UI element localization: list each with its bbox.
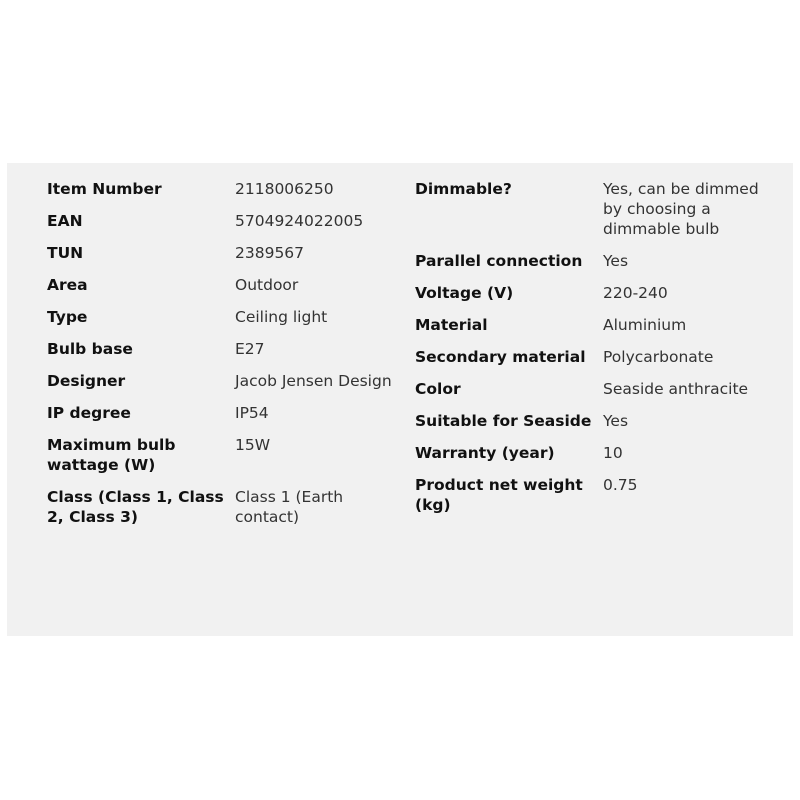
spec-row bbox=[415, 251, 785, 271]
spec-label: Secondary material bbox=[415, 348, 586, 366]
spec-row bbox=[47, 307, 407, 327]
spec-value: 2389567 bbox=[235, 244, 305, 262]
spec-value: Yes bbox=[603, 412, 629, 430]
spec-row bbox=[415, 411, 785, 431]
spec-label: Type bbox=[47, 308, 88, 326]
spec-label: Voltage (V) bbox=[415, 284, 514, 302]
spec-label: Class (Class 1, Class 2, Class 3) bbox=[47, 488, 224, 526]
spec-label: Dimmable? bbox=[415, 180, 512, 198]
spec-value: Ceiling light bbox=[235, 308, 328, 326]
spec-label: Color bbox=[415, 380, 461, 398]
spec-label: Bulb base bbox=[47, 340, 133, 358]
spec-row bbox=[47, 339, 407, 359]
spec-value: Yes bbox=[603, 252, 629, 270]
spec-value: Aluminium bbox=[603, 316, 687, 334]
spec-row bbox=[47, 275, 407, 295]
spec-column-left bbox=[47, 179, 407, 539]
spec-value: 0.75 bbox=[603, 476, 638, 494]
spec-label: Designer bbox=[47, 372, 126, 390]
spec-value: Class 1 (Earth contact) bbox=[235, 488, 344, 526]
spec-row bbox=[415, 475, 785, 515]
spec-value: 2118006250 bbox=[235, 180, 334, 198]
spec-value: Polycarbonate bbox=[603, 348, 714, 366]
spec-label: Suitable for Seaside bbox=[415, 412, 592, 430]
spec-label: EAN bbox=[47, 212, 83, 230]
spec-label: Warranty (year) bbox=[415, 444, 555, 462]
spec-value: Seaside anthracite bbox=[603, 380, 749, 398]
spec-row bbox=[47, 487, 407, 527]
spec-row bbox=[47, 211, 407, 231]
spec-row bbox=[415, 443, 785, 463]
spec-row bbox=[415, 283, 785, 303]
spec-column-right bbox=[415, 179, 785, 527]
spec-value: 220-240 bbox=[603, 284, 668, 302]
spec-row bbox=[415, 179, 785, 239]
spec-value: 5704924022005 bbox=[235, 212, 364, 230]
spec-row bbox=[47, 403, 407, 423]
spec-value: Jacob Jensen Design bbox=[235, 372, 392, 390]
spec-row bbox=[47, 435, 407, 475]
spec-row bbox=[415, 315, 785, 335]
spec-label: IP degree bbox=[47, 404, 131, 422]
spec-row bbox=[415, 347, 785, 367]
spec-row bbox=[47, 243, 407, 263]
spec-value: Outdoor bbox=[235, 276, 299, 294]
spec-value: Yes, can be dimmed by choosing a dimmable bulb bbox=[603, 180, 759, 238]
spec-label: TUN bbox=[47, 244, 84, 262]
spec-panel bbox=[7, 163, 793, 636]
spec-label: Product net weight (kg) bbox=[415, 476, 583, 514]
spec-label: Parallel connection bbox=[415, 252, 583, 270]
spec-value: E27 bbox=[235, 340, 265, 358]
spec-label: Maximum bulb wattage (W) bbox=[47, 436, 176, 474]
spec-label: Material bbox=[415, 316, 488, 334]
spec-row bbox=[47, 371, 407, 391]
spec-label: Area bbox=[47, 276, 88, 294]
spec-label: Item Number bbox=[47, 180, 162, 198]
spec-value: IP54 bbox=[235, 404, 269, 422]
spec-value: 15W bbox=[235, 436, 271, 454]
spec-value: 10 bbox=[603, 444, 623, 462]
spec-row bbox=[415, 379, 785, 399]
spec-row bbox=[47, 179, 407, 199]
